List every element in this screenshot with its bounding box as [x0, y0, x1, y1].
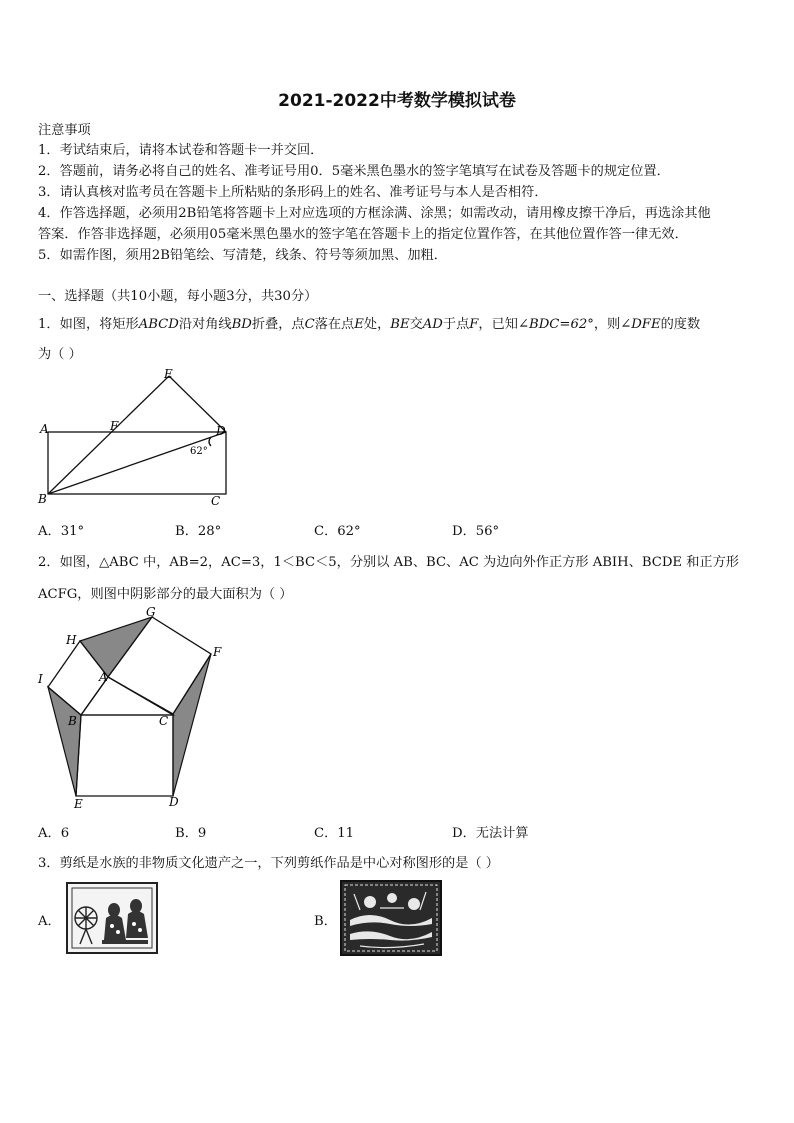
notice-item: 3．请认真核对监考员在答题卡上所粘贴的条形码上的姓名、准考证号与本人是否相符．: [38, 185, 548, 200]
label-b: B: [68, 714, 77, 728]
page-title: 2021-2022中考数学模拟试卷: [278, 91, 516, 111]
q1-option-c[interactable]: C．62°: [314, 524, 361, 539]
label-e: E: [74, 797, 83, 810]
label-i: I: [38, 672, 43, 686]
label-d: D: [216, 424, 226, 438]
label-c: C: [211, 494, 221, 508]
question-1-text: 1．如图，将矩形ABCD沿对角线BD折叠，点C落在点E处，BE交AD于点F，已知∠BDC=62°，则∠DFE的度数: [38, 317, 701, 332]
label-angle: 62°: [190, 446, 208, 457]
paper-cut-image-a[interactable]: [66, 882, 158, 954]
label-f: F: [110, 419, 119, 433]
label-b: B: [38, 492, 47, 506]
section-heading: 一、选择题（共10小题，每小题3分，共30分）: [38, 289, 318, 304]
notice-item: 2．答题前，请务必将自己的姓名、准考证号用0．5毫米黑色墨水的签字笔填写在试卷及答题卡的规定位置．: [38, 164, 670, 179]
q2-option-a[interactable]: A．6: [38, 826, 70, 841]
q1-option-a[interactable]: A．31°: [38, 524, 85, 539]
triangle-abc: [81, 677, 173, 715]
label-a: A: [99, 670, 108, 684]
label-h: H: [66, 633, 77, 647]
angle-arc: [209, 437, 211, 446]
q2-option-b[interactable]: B．9: [175, 826, 207, 841]
line-be: [48, 376, 169, 494]
label-e: E: [164, 367, 173, 381]
shaded-triangle-bie: [48, 687, 81, 796]
label-c: C: [159, 714, 169, 728]
question-2-text-line2: ACFG，则图中阴影部分的最大面积为（ ）: [38, 587, 293, 602]
question-3-text: 3．剪纸是水族的非物质文化遗产之一，下列剪纸作品是中心对称图形的是（ ）: [38, 856, 499, 871]
notice-item: 答案．作答非选择题，必须用05毫米黑色墨水的签字笔在答题卡上的指定位置作答，在其他位置作答一律无效．: [38, 227, 688, 242]
question-2-text: 2．如图，△ABC 中，AB=2，AC=3，1＜BC＜5，分别以 AB、BC、AC 为边向外作正方形 ABIH、BCDE 和正方形: [38, 555, 739, 570]
notice-item: 4．作答选择题，必须用2B铅笔将答题卡上对应选项的方框涂满、涂黑；如需改动，请用橡皮擦干净后，再选涂其他: [38, 206, 711, 221]
shaded-triangle-cfd: [173, 654, 211, 796]
question-1-text-line2: 为（ ）: [38, 347, 82, 362]
diagonal-bd: [48, 432, 226, 494]
q2-option-c[interactable]: C．11: [314, 826, 355, 841]
shaded-triangle-agh: [80, 617, 152, 677]
paper-cut-image-b[interactable]: [340, 880, 442, 956]
notice-item: 1．考试结束后，请将本试卷和答题卡一并交回．: [38, 143, 324, 158]
q1-option-d[interactable]: D．56°: [452, 524, 500, 539]
q2-option-d[interactable]: D．无法计算: [452, 826, 529, 841]
label-f: F: [213, 645, 222, 659]
q3-option-b[interactable]: B．: [314, 914, 337, 929]
q1-option-b[interactable]: B．28°: [175, 524, 222, 539]
label-a: A: [40, 422, 49, 436]
label-d: D: [169, 795, 179, 809]
notice-heading: 注意事项: [38, 123, 91, 138]
q3-option-a[interactable]: A．: [38, 914, 61, 929]
question-2-figure: [36, 604, 232, 810]
label-g: G: [146, 605, 156, 619]
notice-item: 5．如需作图，须用2B铅笔绘、写清楚，线条、符号等须加黑、加粗．: [38, 248, 447, 263]
question-1-figure: [36, 364, 232, 512]
